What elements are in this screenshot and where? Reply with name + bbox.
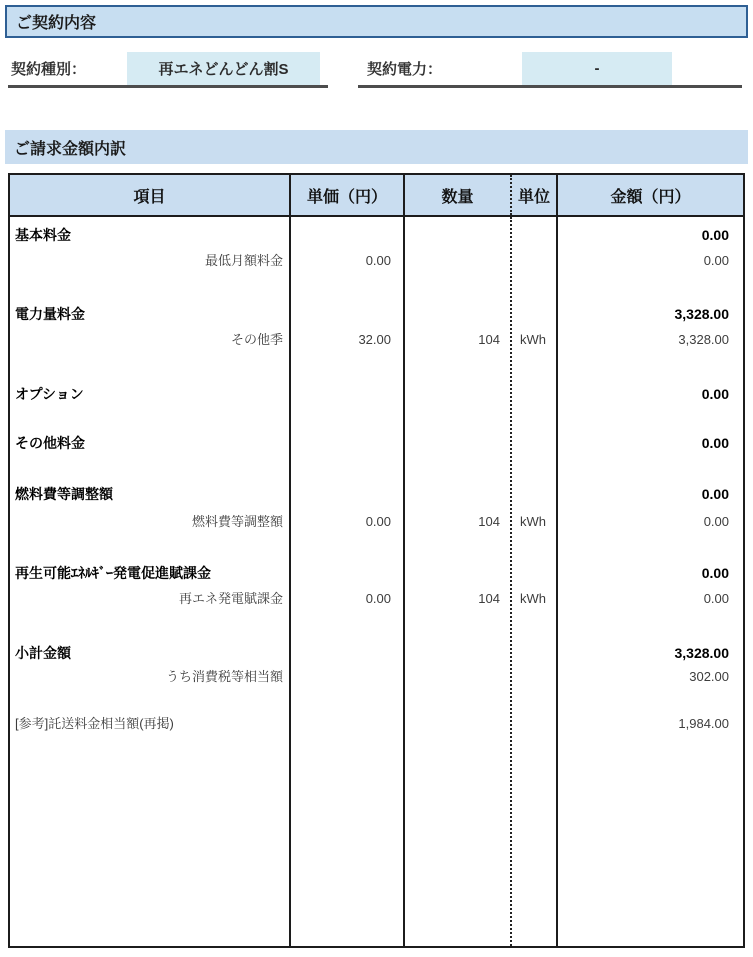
row-amount: 3,328.00 [674, 306, 729, 322]
row-unit-price [291, 714, 405, 734]
row-unit-price [291, 384, 405, 404]
row-item-label: オプション [15, 386, 84, 402]
row-unit [512, 304, 558, 324]
contract-power-label: 契約電力： [367, 61, 443, 78]
row-unit-price [291, 563, 405, 583]
row-item-label: その他季 [230, 332, 283, 347]
row-item-label: 小計金額 [15, 645, 71, 661]
row-item-label: [参考]託送料金相当額(再掲) [15, 716, 174, 731]
row-unit-price [291, 643, 405, 663]
col-header-amount: 金額（円） [610, 188, 691, 206]
contract-section-header [5, 5, 748, 38]
row-unit [512, 225, 558, 245]
row-unit [512, 667, 558, 687]
row-unit [512, 643, 558, 663]
row-unit [512, 484, 558, 504]
row-item-label: 燃料費等調整額 [15, 486, 113, 502]
row-quantity [405, 251, 512, 271]
row-quantity [405, 484, 512, 504]
row-unit-price: 32.00 [358, 332, 391, 347]
row-unit [512, 563, 558, 583]
table-row [10, 251, 743, 271]
row-quantity [405, 667, 512, 687]
table-row [10, 714, 743, 734]
row-unit-price [291, 484, 405, 504]
contract-section-title: ご契約内容 [16, 15, 97, 32]
row-item-label: その他料金 [15, 435, 85, 451]
row-unit: kWh [520, 332, 546, 347]
row-quantity [405, 643, 512, 663]
row-amount: 1,984.00 [678, 716, 729, 731]
row-quantity [405, 225, 512, 245]
table-row [10, 667, 743, 687]
row-amount: 0.00 [701, 486, 729, 502]
col-header-quantity: 数量 [405, 175, 512, 215]
col-header-item: 項目 [10, 175, 291, 215]
contract-type-underline [8, 85, 328, 88]
contract-type-label: 契約種別： [11, 61, 87, 78]
row-unit-price: 0.00 [365, 514, 391, 529]
table-row [10, 589, 743, 609]
table-row [10, 304, 743, 324]
row-unit: kWh [520, 514, 546, 529]
row-amount: 3,328.00 [674, 645, 729, 661]
row-amount: 302.00 [689, 669, 729, 684]
table-row [10, 484, 743, 504]
billing-table-header-row [10, 175, 743, 217]
row-unit-price: 0.00 [365, 253, 391, 268]
table-row [10, 643, 743, 663]
row-unit [512, 384, 558, 404]
row-quantity: 104 [478, 591, 500, 606]
row-quantity [405, 384, 512, 404]
row-item-label: 燃料費等調整額 [191, 514, 283, 529]
row-item-label: 基本料金 [15, 227, 71, 243]
row-amount: 0.00 [701, 565, 729, 581]
row-item-label: 電力量料金 [15, 306, 85, 322]
row-amount: 0.00 [701, 435, 729, 451]
row-item-label: 最低月額料金 [204, 253, 283, 268]
row-quantity: 104 [478, 514, 500, 529]
table-row [10, 225, 743, 245]
col-header-unit: 単位 [512, 175, 558, 215]
row-item-label: うち消費税等相当額 [165, 669, 283, 684]
row-quantity [405, 563, 512, 583]
table-row [10, 563, 743, 583]
row-unit-price [291, 225, 405, 245]
row-item-label: 再生可能ｴﾈﾙｷﾞｰ発電促進賦課金 [15, 565, 211, 581]
row-unit: kWh [520, 591, 546, 606]
row-amount: 0.00 [701, 386, 729, 402]
row-quantity: 104 [478, 332, 500, 347]
contract-power-value: - [522, 52, 672, 85]
row-unit-price: 0.00 [365, 591, 391, 606]
row-unit-price [291, 667, 405, 687]
row-amount: 0.00 [703, 591, 729, 606]
billing-section-header [5, 130, 748, 164]
row-amount: 0.00 [701, 227, 729, 243]
billing-section-title: ご請求金額内訳 [14, 140, 127, 158]
table-row [10, 384, 743, 404]
row-amount: 0.00 [703, 253, 729, 268]
row-unit [512, 714, 558, 734]
row-quantity [405, 714, 512, 734]
table-row [10, 512, 743, 532]
row-amount: 3,328.00 [678, 332, 729, 347]
table-row [10, 330, 743, 350]
billing-table-body [10, 217, 743, 946]
billing-table [8, 173, 745, 948]
row-item-label: 再エネ発電賦課金 [178, 591, 283, 606]
row-quantity [405, 433, 512, 453]
row-unit [512, 433, 558, 453]
row-unit [512, 251, 558, 271]
contract-type-value: 再エネどんどん割S [127, 52, 320, 85]
row-amount: 0.00 [703, 514, 729, 529]
col-header-unit-price: 単価（円） [291, 175, 405, 215]
row-unit-price [291, 433, 405, 453]
contract-power-underline [358, 85, 742, 88]
table-row [10, 433, 743, 453]
row-unit-price [291, 304, 405, 324]
row-quantity [405, 304, 512, 324]
